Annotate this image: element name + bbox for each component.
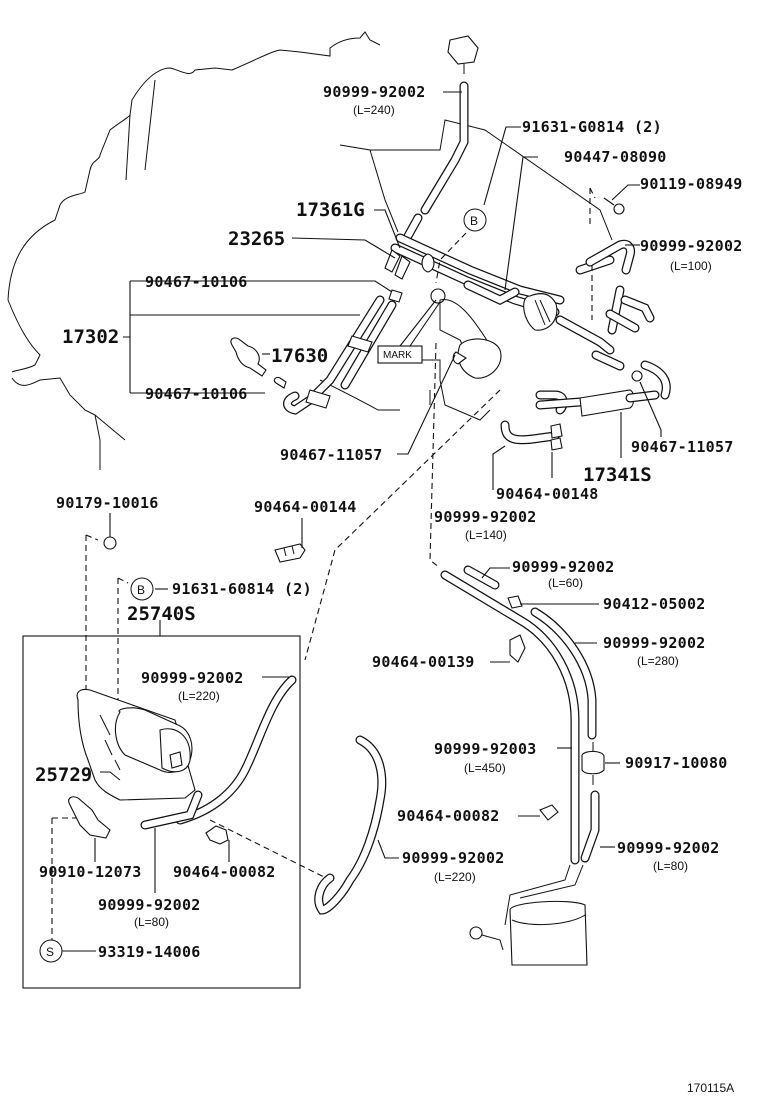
callout-90119-08949: 90119-08949 (640, 175, 743, 193)
clip-90464-00144 (275, 544, 305, 562)
grommet-90179-10016 (104, 537, 116, 549)
callout-90467-10106-top: 90467-10106 (145, 273, 248, 291)
callout-length-l450: (L=450) (464, 761, 506, 775)
callout-91631-60814: 91631-60814 (2) (172, 580, 312, 598)
callout-23265: 23265 (228, 228, 286, 250)
callout-90447-08090: 90447-08090 (564, 148, 667, 166)
ref-marker-b-top (464, 209, 486, 231)
callout-length-l60: (L=60) (548, 576, 584, 590)
vacuum-pipe-assembly-17361g (385, 238, 650, 366)
callout-length-l140: (L=140) (465, 528, 507, 542)
callout-length-l240: (L=240) (353, 103, 395, 117)
callout-90464-00082-right: 90464-00082 (397, 807, 500, 825)
callout-90999-92002-l240: 90999-92002 (323, 83, 426, 101)
charcoal-canister-25729 (77, 689, 195, 800)
callout-90910-12073: 90910-12073 (39, 863, 142, 881)
callout-90412-05002: 90412-05002 (603, 595, 706, 613)
callout-17361g: 17361G (296, 199, 365, 221)
bolt-90119-08949 (604, 198, 624, 214)
svg-text:MARK: MARK (383, 350, 412, 361)
callout-25729: 25729 (35, 764, 93, 786)
callout-90999-92002-l220-outer: 90999-92002 (402, 849, 505, 867)
callout-90999-92003-l450: 90999-92003 (434, 740, 537, 758)
callout-length-l80-inner: (L=80) (134, 915, 170, 929)
callout-90999-92002-l140: 90999-92002 (434, 508, 537, 526)
figure-reference: 170115A (687, 1081, 735, 1095)
clip-90464-00082-inner (206, 826, 228, 844)
callout-90179-10016: 90179-10016 (56, 494, 159, 512)
callout-90464-00144: 90464-00144 (254, 498, 357, 516)
callout-90999-92002-l280: 90999-92002 (603, 634, 706, 652)
callout-90999-92002-l60: 90999-92002 (512, 558, 615, 576)
callout-90464-00082-inner: 90464-00082 (173, 863, 276, 881)
callout-17630: 17630 (271, 345, 329, 367)
svg-text:B: B (470, 214, 479, 228)
callout-90999-92002-l80-right: 90999-92002 (617, 839, 720, 857)
callout-91631-g0814: 91631-G0814 (2) (522, 118, 662, 136)
callout-25740s: 25740S (127, 603, 196, 625)
callout-length-l220-inner: (L=220) (178, 689, 220, 703)
callout-90467-11057-left: 90467-11057 (280, 446, 383, 464)
svg-text:B: B (137, 583, 146, 597)
callout-90467-10106-bottom: 90467-10106 (145, 385, 248, 403)
callout-90464-00139: 90464-00139 (372, 653, 475, 671)
callout-17341s: 17341S (583, 464, 652, 486)
callout-length-l80-right: (L=80) (653, 859, 689, 873)
callout-length-l220-outer: (L=220) (434, 870, 476, 884)
ref-marker-s (40, 940, 62, 962)
callout-90999-92002-l80-inner: 90999-92002 (98, 896, 201, 914)
callout-length-l100: (L=100) (670, 259, 712, 273)
callout-17302: 17302 (62, 326, 120, 348)
svg-text:S: S (46, 945, 55, 959)
callout-90467-11057-right: 90467-11057 (631, 438, 734, 456)
ref-marker-b-left (131, 578, 153, 600)
callout-90999-92002-l220-inner: 90999-92002 (141, 669, 244, 687)
hose-l240 (408, 36, 478, 236)
callout-labels (35, 83, 743, 961)
callout-length-l280: (L=280) (637, 654, 679, 668)
vsv-90910-12073 (69, 797, 110, 838)
hose-l220-outer (319, 740, 382, 910)
callout-90464-00148: 90464-00148 (496, 485, 599, 503)
callout-93319-14006: 93319-14006 (98, 943, 201, 961)
callout-90917-10080: 90917-10080 (625, 754, 728, 772)
callout-90999-92002-l100: 90999-92002 (640, 237, 743, 255)
